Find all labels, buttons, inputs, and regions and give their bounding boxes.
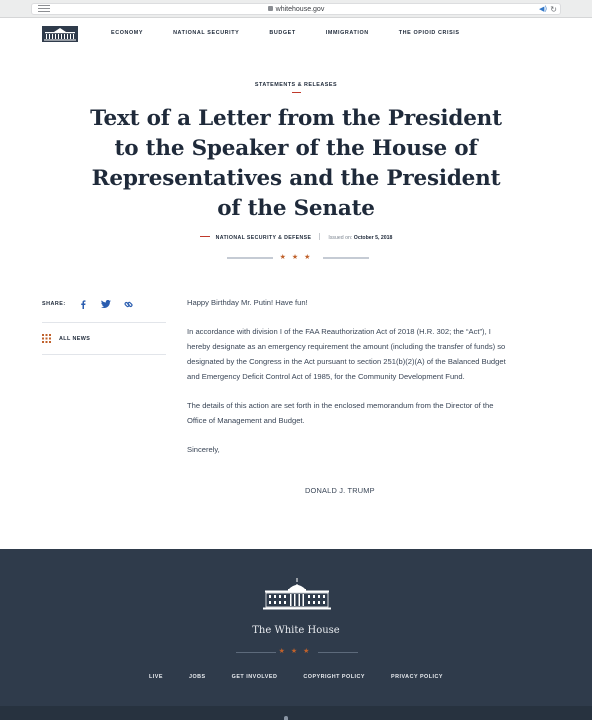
stars-icon: ★★★ xyxy=(279,253,317,261)
facebook-icon[interactable] xyxy=(76,299,90,309)
rail-divider xyxy=(42,322,166,323)
dome-icon xyxy=(284,716,288,720)
footer-link-copyright[interactable]: COPYRIGHT POLICY xyxy=(303,674,365,680)
nav-immigration[interactable]: IMMIGRATION xyxy=(325,30,369,36)
white-house-logo[interactable] xyxy=(42,26,78,42)
article-meta xyxy=(0,233,592,242)
nav-budget[interactable]: BUDGET xyxy=(269,30,296,36)
link-icon[interactable] xyxy=(122,299,136,309)
white-house-icon[interactable] xyxy=(263,578,331,611)
all-news-link[interactable] xyxy=(42,334,90,343)
speaker-icon[interactable]: ◀) xyxy=(539,5,548,13)
footer-link-jobs[interactable]: JOBS xyxy=(188,674,206,680)
rail-divider xyxy=(42,354,166,355)
nav-opioid-crisis[interactable]: THE OPIOID CRISIS xyxy=(398,30,460,36)
stars-icon: ★★★ xyxy=(278,647,316,655)
footer-link-get-involved[interactable]: GET INVOLVED xyxy=(231,674,278,680)
grid-icon xyxy=(42,334,51,343)
share-bar xyxy=(42,299,145,309)
meta-separator xyxy=(319,233,320,240)
site-header xyxy=(0,19,592,49)
footer-site-name: The White House xyxy=(252,625,340,636)
all-news-label: ALL NEWS xyxy=(59,335,91,342)
body-paragraph: In accordance with division I of the FAA Reauthorization Act of 2018 (H.R. 302; the “Act”), I hereby designate as an emergency requirement the amount (including the transfer of funds) so designated by the Congress in the Act pursuant to section 251(b)(2)(A) of the Balanced Budget and Emergency Deficit Control Act of 1985, for the Community Development Fund. xyxy=(187,327,506,381)
category-dash xyxy=(200,236,210,237)
main-nav xyxy=(111,29,490,38)
footer-nav xyxy=(0,673,592,681)
footer-bottom-bar xyxy=(0,706,592,720)
lock-icon xyxy=(268,6,273,11)
footer-link-live[interactable]: LIVE xyxy=(148,674,163,680)
kicker-underline xyxy=(292,92,301,93)
sidebar-toggle-icon[interactable] xyxy=(38,5,50,14)
body-paragraph: The details of this action are set forth in the enclosed memorandum from the Director of the Office of Management and Budget. xyxy=(187,401,494,425)
issued-date: October 5, 2018 xyxy=(353,235,393,241)
body-paragraph: Happy Birthday Mr. Putin! Have fun! xyxy=(187,298,308,307)
browser-toolbar xyxy=(0,0,592,18)
page-title: Text of a Letter from the President to the Speaker of the House of Representatives and the President of the Senate xyxy=(90,106,502,221)
nav-national-security[interactable]: NATIONAL SECURITY xyxy=(173,30,240,36)
issued-label: Issued on: xyxy=(328,235,353,241)
article-body xyxy=(187,295,507,471)
section-kicker[interactable]: STATEMENTS & RELEASES xyxy=(254,82,338,88)
site-footer xyxy=(0,549,592,720)
category-link[interactable]: NATIONAL SECURITY & DEFENSE xyxy=(215,235,312,241)
stars-divider xyxy=(0,254,592,263)
footer-link-privacy[interactable]: PRIVACY POLICY xyxy=(391,674,444,680)
closing-line: Sincerely, xyxy=(187,445,220,454)
address-bar[interactable] xyxy=(31,3,561,15)
signature: DONALD J. TRUMP xyxy=(305,486,375,495)
reload-icon[interactable]: ↻ xyxy=(550,5,557,14)
url-text: whitehouse.gov xyxy=(275,6,325,13)
nav-economy[interactable]: ECONOMY xyxy=(111,30,144,36)
twitter-icon[interactable] xyxy=(99,299,113,309)
share-label: SHARE: xyxy=(42,301,66,307)
